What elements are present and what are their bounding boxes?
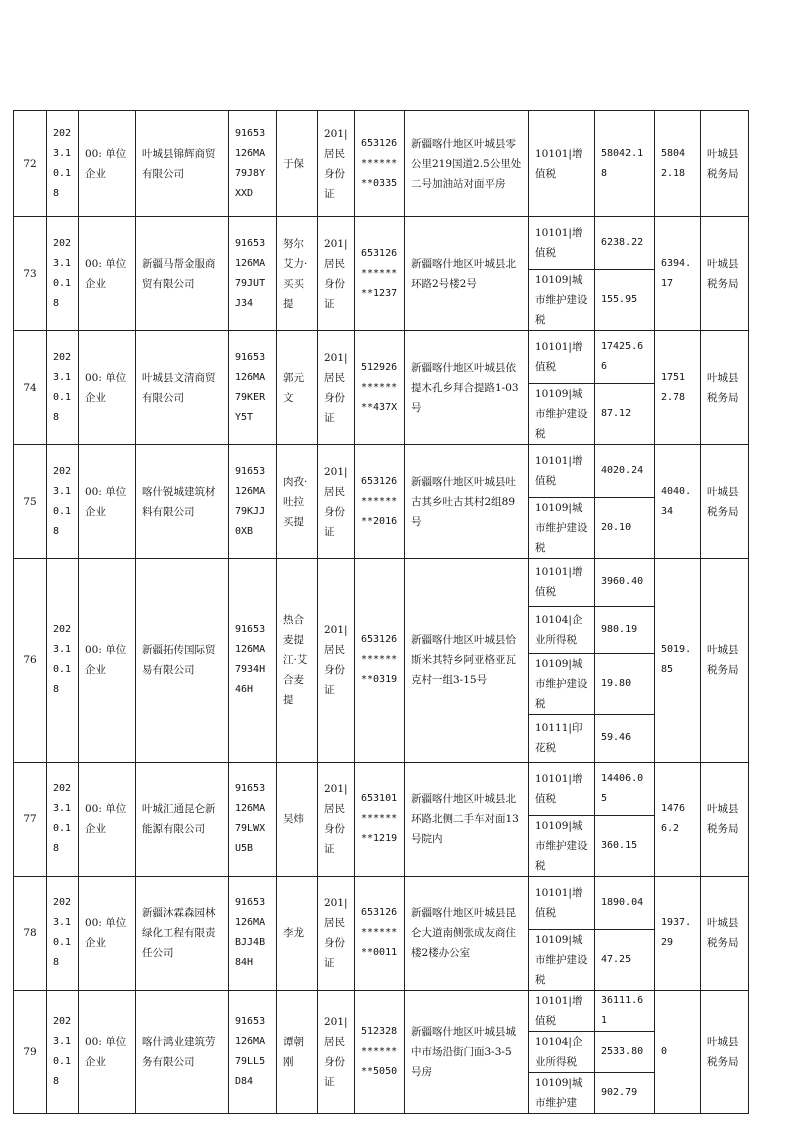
credit-code-cell: 91653126MA79KJJ0XB (229, 445, 277, 559)
tax-amount-cell: 4020.24 (595, 445, 655, 498)
payer-type-cell: 00: 单位企业 (79, 762, 136, 876)
table-body (14, 111, 749, 1114)
id-type-cell: 201|居民身份证 (318, 111, 355, 217)
seq-cell: 75 (14, 445, 47, 559)
company-name-cell: 喀什锐城建筑材料有限公司 (136, 445, 229, 559)
credit-code-cell: 91653126MA79JUTJ34 (229, 217, 277, 331)
credit-code-cell: 91653126MA79LWXU5B (229, 762, 277, 876)
payer-type-cell: 00: 单位企业 (79, 876, 136, 990)
address-cell: 新疆喀什地区叶城县城中市场沿街门面3-3-5号房 (405, 990, 529, 1114)
date-cell: 2023.10.18 (47, 331, 79, 445)
tax-office-cell: 叶城县税务局 (701, 217, 749, 331)
credit-code-cell: 91653126MABJJ4B84H (229, 876, 277, 990)
total-amount-cell: 5019.85 (655, 559, 701, 763)
table-row (14, 762, 749, 815)
legal-person-cell: 热合麦提江·艾合麦提 (277, 559, 318, 763)
id-number-cell: 653101********1219 (355, 762, 405, 876)
table-row (14, 217, 749, 270)
tax-amount-cell: 6238.22 (595, 217, 655, 270)
tax-item-cell: 10101|增值税 (529, 111, 595, 217)
tax-amount-cell: 902.79 (595, 1073, 655, 1114)
date-cell: 2023.10.18 (47, 876, 79, 990)
total-amount-cell: 0 (655, 990, 701, 1114)
tax-amount-cell: 360.15 (595, 815, 655, 876)
tax-item-cell: 10101|增值税 (529, 445, 595, 498)
tax-amount-cell: 17425.66 (595, 331, 655, 384)
tax-amount-cell: 19.80 (595, 654, 655, 715)
tax-office-cell: 叶城县税务局 (701, 762, 749, 876)
tax-amount-cell: 59.46 (595, 715, 655, 763)
address-cell: 新疆喀什地区叶城县北环路北侧二手车对面13号院内 (405, 762, 529, 876)
tax-item-cell: 10109|城市维护建设税 (529, 270, 595, 331)
tax-amount-cell: 14406.05 (595, 762, 655, 815)
table-row (14, 445, 749, 498)
tax-record-table (13, 110, 749, 1114)
id-number-cell: 653126********0319 (355, 559, 405, 763)
table-row (14, 111, 749, 217)
seq-cell: 73 (14, 217, 47, 331)
id-number-cell: 653126********1237 (355, 217, 405, 331)
total-amount-cell: 14766.2 (655, 762, 701, 876)
tax-item-cell: 10101|增值税 (529, 559, 595, 607)
tax-item-cell: 10109|城市维护建设税 (529, 929, 595, 990)
table-row (14, 990, 749, 1031)
company-name-cell: 新疆沐霖森园林绿化工程有限责任公司 (136, 876, 229, 990)
legal-person-cell: 于保 (277, 111, 318, 217)
company-name-cell: 叶城县文清商贸有限公司 (136, 331, 229, 445)
tax-office-cell: 叶城县税务局 (701, 876, 749, 990)
address-cell: 新疆喀什地区叶城县昆仑大道南侧张成友商住楼2楼办公室 (405, 876, 529, 990)
seq-cell: 72 (14, 111, 47, 217)
seq-cell: 76 (14, 559, 47, 763)
table-row (14, 876, 749, 929)
id-type-cell: 201|居民身份证 (318, 445, 355, 559)
tax-amount-cell: 980.19 (595, 606, 655, 654)
tax-office-cell: 叶城县税务局 (701, 445, 749, 559)
tax-item-cell: 10109|城市维护建设税 (529, 815, 595, 876)
tax-amount-cell: 2533.80 (595, 1031, 655, 1072)
company-name-cell: 喀什鸿业建筑劳务有限公司 (136, 990, 229, 1114)
credit-code-cell: 91653126MA7934H46H (229, 559, 277, 763)
id-number-cell: 653126********0011 (355, 876, 405, 990)
payer-type-cell: 00: 单位企业 (79, 559, 136, 763)
legal-person-cell: 李龙 (277, 876, 318, 990)
legal-person-cell: 努尔艾力·买买提 (277, 217, 318, 331)
tax-office-cell: 叶城县税务局 (701, 111, 749, 217)
company-name-cell: 叶城汇通昆仑新能源有限公司 (136, 762, 229, 876)
credit-code-cell: 91653126MA79LL5D84 (229, 990, 277, 1114)
id-type-cell: 201|居民身份证 (318, 876, 355, 990)
tax-office-cell: 叶城县税务局 (701, 990, 749, 1114)
tax-item-cell: 10101|增值税 (529, 762, 595, 815)
address-cell: 新疆喀什地区叶城县零公里219国道2.5公里处二号加油站对面平房 (405, 111, 529, 217)
id-type-cell: 201|居民身份证 (318, 762, 355, 876)
tax-item-cell: 10109|城市维护建设税 (529, 498, 595, 559)
payer-type-cell: 00: 单位企业 (79, 990, 136, 1114)
tax-item-cell: 10104|企业所得税 (529, 1031, 595, 1072)
table-row (14, 331, 749, 384)
date-cell: 2023.10.18 (47, 445, 79, 559)
credit-code-cell: 91653126MA79KERY5T (229, 331, 277, 445)
id-type-cell: 201|居民身份证 (318, 217, 355, 331)
date-cell: 2023.10.18 (47, 217, 79, 331)
tax-item-cell: 10101|增值税 (529, 217, 595, 270)
tax-office-cell: 叶城县税务局 (701, 331, 749, 445)
tax-item-cell: 10101|增值税 (529, 876, 595, 929)
total-amount-cell: 6394.17 (655, 217, 701, 331)
tax-amount-cell: 58042.18 (595, 111, 655, 217)
legal-person-cell: 郭元文 (277, 331, 318, 445)
legal-person-cell: 谭朝刚 (277, 990, 318, 1114)
legal-person-cell: 吴炜 (277, 762, 318, 876)
total-amount-cell: 17512.78 (655, 331, 701, 445)
total-amount-cell: 1937.29 (655, 876, 701, 990)
address-cell: 新疆喀什地区叶城县北环路2号楼2号 (405, 217, 529, 331)
id-type-cell: 201|居民身份证 (318, 331, 355, 445)
tax-amount-cell: 3960.40 (595, 559, 655, 607)
tax-item-cell: 10111|印花税 (529, 715, 595, 763)
payer-type-cell: 00: 单位企业 (79, 445, 136, 559)
payer-type-cell: 00: 单位企业 (79, 331, 136, 445)
table-row (14, 559, 749, 607)
seq-cell: 79 (14, 990, 47, 1114)
tax-item-cell: 10109|城市维护建设税 (529, 654, 595, 715)
tax-item-cell: 10109|城市维护建 (529, 1073, 595, 1114)
seq-cell: 77 (14, 762, 47, 876)
tax-amount-cell: 36111.61 (595, 990, 655, 1031)
tax-item-cell: 10109|城市维护建设税 (529, 384, 595, 445)
seq-cell: 78 (14, 876, 47, 990)
credit-code-cell: 91653126MA79J8YXXD (229, 111, 277, 217)
legal-person-cell: 肉孜·吐拉买提 (277, 445, 318, 559)
tax-amount-cell: 1890.04 (595, 876, 655, 929)
tax-item-cell: 10104|企业所得税 (529, 606, 595, 654)
date-cell: 2023.10.18 (47, 111, 79, 217)
tax-amount-cell: 20.10 (595, 498, 655, 559)
address-cell: 新疆喀什地区叶城县恰斯米其特乡阿亚格亚瓦克村一组3-15号 (405, 559, 529, 763)
address-cell: 新疆喀什地区叶城县吐古其乡吐古其村2组89号 (405, 445, 529, 559)
date-cell: 2023.10.18 (47, 762, 79, 876)
tax-amount-cell: 87.12 (595, 384, 655, 445)
tax-office-cell: 叶城县税务局 (701, 559, 749, 763)
company-name-cell: 新疆马帮金服商贸有限公司 (136, 217, 229, 331)
id-number-cell: 512328********5050 (355, 990, 405, 1114)
tax-item-cell: 10101|增值税 (529, 331, 595, 384)
seq-cell: 74 (14, 331, 47, 445)
address-cell: 新疆喀什地区叶城县依提木孔乡拜合提路1-03号 (405, 331, 529, 445)
total-amount-cell: 58042.18 (655, 111, 701, 217)
id-number-cell: 653126********0335 (355, 111, 405, 217)
payer-type-cell: 00: 单位企业 (79, 217, 136, 331)
company-name-cell: 叶城县锦辉商贸有限公司 (136, 111, 229, 217)
tax-item-cell: 10101|增值税 (529, 990, 595, 1031)
date-cell: 2023.10.18 (47, 559, 79, 763)
total-amount-cell: 4040.34 (655, 445, 701, 559)
tax-amount-cell: 47.25 (595, 929, 655, 990)
id-number-cell: 653126********2016 (355, 445, 405, 559)
date-cell: 2023.10.18 (47, 990, 79, 1114)
tax-amount-cell: 155.95 (595, 270, 655, 331)
payer-type-cell: 00: 单位企业 (79, 111, 136, 217)
company-name-cell: 新疆拓传国际贸易有限公司 (136, 559, 229, 763)
id-type-cell: 201|居民身份证 (318, 559, 355, 763)
id-type-cell: 201|居民身份证 (318, 990, 355, 1114)
id-number-cell: 512926********437X (355, 331, 405, 445)
